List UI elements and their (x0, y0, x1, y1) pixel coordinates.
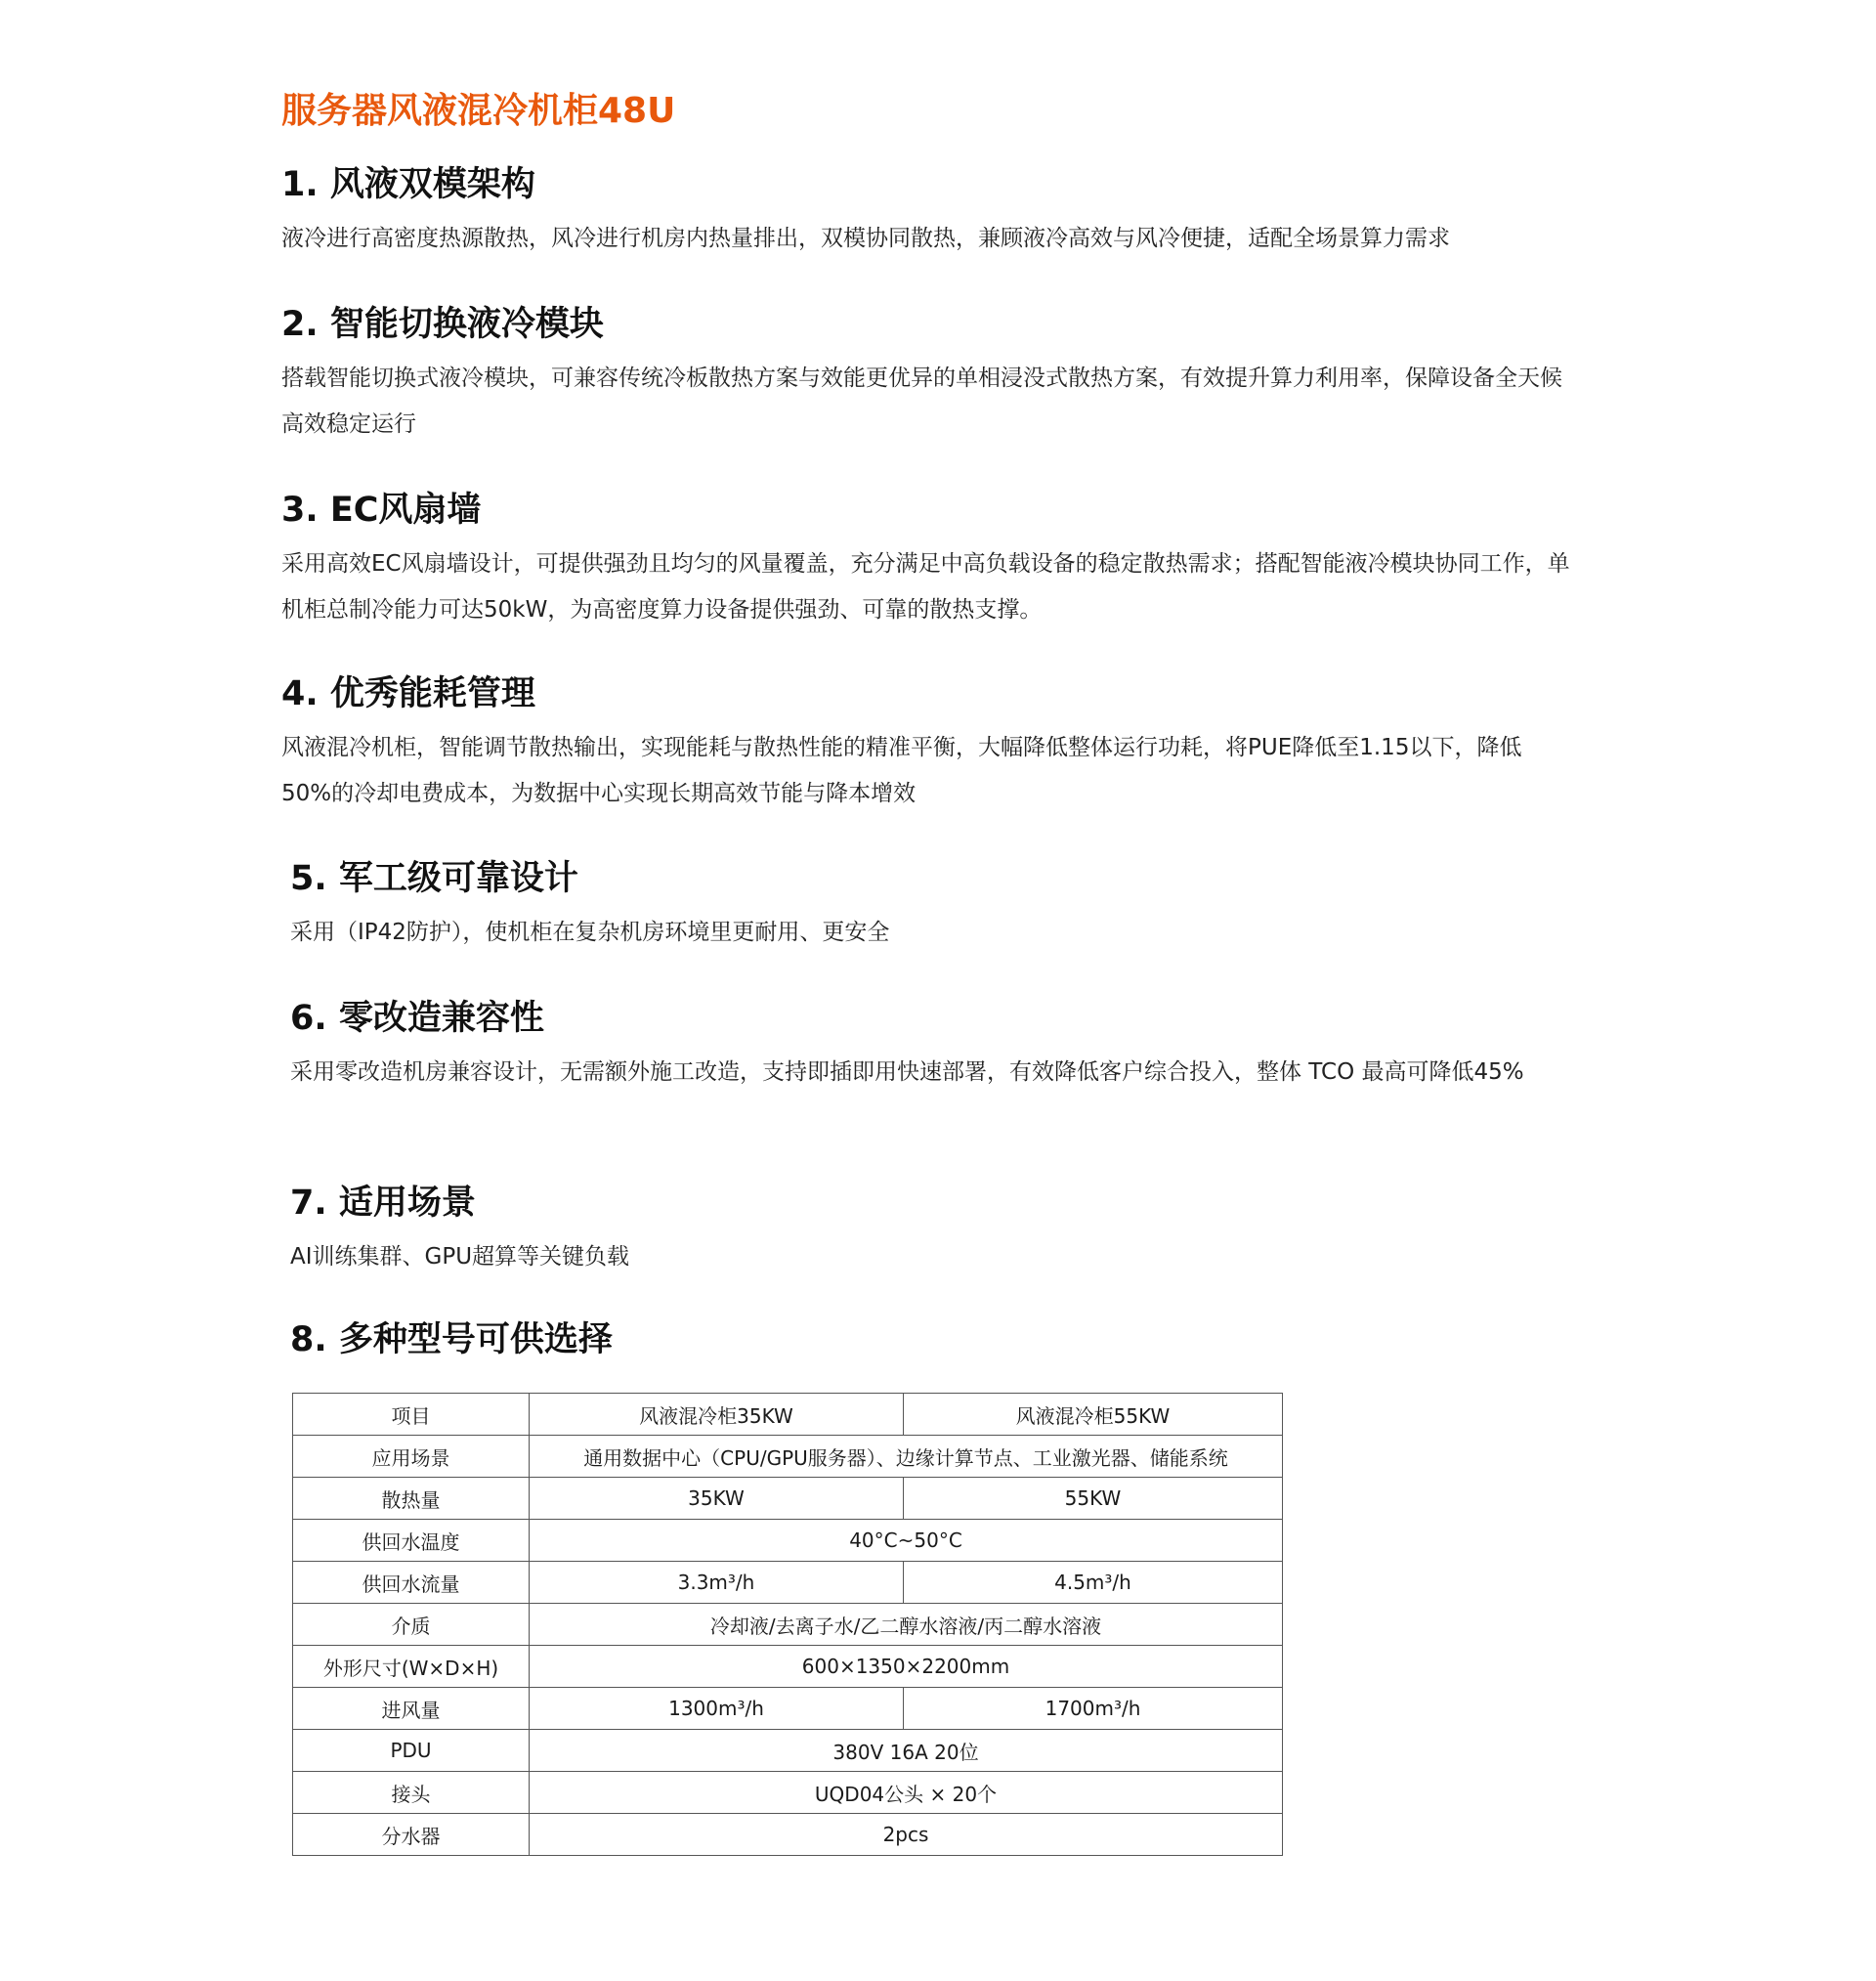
table-cell: 3.3m³/h (530, 1562, 904, 1604)
section-dual-mode-architecture (281, 159, 1571, 262)
table-header-cell: 风液混冷柜55KW (904, 1394, 1283, 1436)
table-cell: 600×1350×2200mm (530, 1646, 1283, 1688)
section-heading: 3. EC风扇墙 (281, 491, 482, 530)
section-zero-retrofit-compatibility (290, 993, 1580, 1096)
table-row (293, 1814, 1283, 1856)
section-heading: 4. 优秀能耗管理 (281, 674, 535, 713)
row-label-cell: PDU (293, 1730, 530, 1772)
table-row (293, 1646, 1283, 1688)
table-cell: UQD04公头 × 20个 (530, 1772, 1283, 1814)
row-label-cell: 介质 (293, 1604, 530, 1646)
table-cell: 1300m³/h (530, 1688, 904, 1730)
section-smart-liquid-module (281, 299, 1571, 448)
table-row (293, 1604, 1283, 1646)
section-body: 采用（IP42防护），使机柜在复杂机房环境里更耐用、更安全 (290, 920, 890, 945)
table-row (293, 1478, 1283, 1520)
spec-table (292, 1393, 1283, 1856)
table-cell: 通用数据中心（CPU/GPU服务器）、边缘计算节点、工业激光器、储能系统 (530, 1436, 1283, 1478)
section-heading: 1. 风液双模架构 (281, 165, 535, 204)
section-body: 搭载智能切换式液冷模块，可兼容传统冷板散热方案与效能更优异的单相浸没式散热方案，有效提升算力利用率，保障设备全天候高效稳定运行 (281, 366, 1562, 437)
table-cell: 1700m³/h (904, 1688, 1283, 1730)
section-body: 风液混冷机柜，智能调节散热输出，实现能耗与散热性能的精准平衡，大幅降低整体运行功耗，将PUE降低至1.15以下，降低50%的冷却电费成本，为数据中心实现长期高效节能与降本增效 (281, 735, 1522, 806)
table-cell: 380V 16A 20位 (530, 1730, 1283, 1772)
table-cell: 2pcs (530, 1814, 1283, 1856)
section-heading: 8. 多种型号可供选择 (290, 1320, 613, 1359)
section-energy-management (281, 668, 1571, 817)
row-label-cell: 应用场景 (293, 1436, 530, 1478)
table-row (293, 1562, 1283, 1604)
table-cell: 4.5m³/h (904, 1562, 1283, 1604)
table-cell: 冷却液/去离子水/乙二醇水溶液/丙二醇水溶液 (530, 1604, 1283, 1646)
section-body: 液冷进行高密度热源散热，风冷进行机房内热量排出，双模协同散热，兼顾液冷高效与风冷便捷，适配全场景算力需求 (281, 226, 1450, 251)
section-body: 采用零改造机房兼容设计，无需额外施工改造，支持即插即用快速部署，有效降低客户综合投入，整体 TCO 最高可降低45% (290, 1059, 1524, 1085)
table-row (293, 1730, 1283, 1772)
section-heading: 6. 零改造兼容性 (290, 999, 544, 1038)
table-row (293, 1688, 1283, 1730)
table-cell: 35KW (530, 1478, 904, 1520)
row-label-cell: 供回水流量 (293, 1562, 530, 1604)
section-body: 采用高效EC风扇墙设计，可提供强劲且均匀的风量覆盖，充分满足中高负载设备的稳定散热需求；搭配智能液冷模块协同工作，单机柜总制冷能力可达50kW，为高密度算力设备提供强劲、可靠的散热支撑。 (281, 551, 1570, 623)
table-header-cell: 风液混冷柜35KW (530, 1394, 904, 1436)
section-ec-fan-wall (281, 485, 1571, 633)
section-military-grade-design (290, 853, 1580, 956)
row-label-cell: 外形尺寸(W×D×H) (293, 1646, 530, 1688)
table-row (293, 1436, 1283, 1478)
section-application-scenarios (290, 1178, 1580, 1280)
row-label-cell: 接头 (293, 1772, 530, 1814)
table-cell: 55KW (904, 1478, 1283, 1520)
row-label-cell: 散热量 (293, 1478, 530, 1520)
section-heading: 7. 适用场景 (290, 1184, 476, 1223)
section-heading: 5. 军工级可靠设计 (290, 859, 578, 898)
page-title: 服务器风液混冷机柜48U (281, 91, 676, 132)
table-cell: 40°C~50°C (530, 1520, 1283, 1562)
table-header-row (293, 1394, 1283, 1436)
section-body: AI训练集群、GPU超算等关键负载 (290, 1244, 630, 1270)
row-label-cell: 分水器 (293, 1814, 530, 1856)
table-header-cell: 项目 (293, 1394, 530, 1436)
section-model-options (290, 1314, 1580, 1371)
row-label-cell: 供回水温度 (293, 1520, 530, 1562)
row-label-cell: 进风量 (293, 1688, 530, 1730)
table-row (293, 1520, 1283, 1562)
section-heading: 2. 智能切换液冷模块 (281, 305, 604, 344)
table-row (293, 1772, 1283, 1814)
